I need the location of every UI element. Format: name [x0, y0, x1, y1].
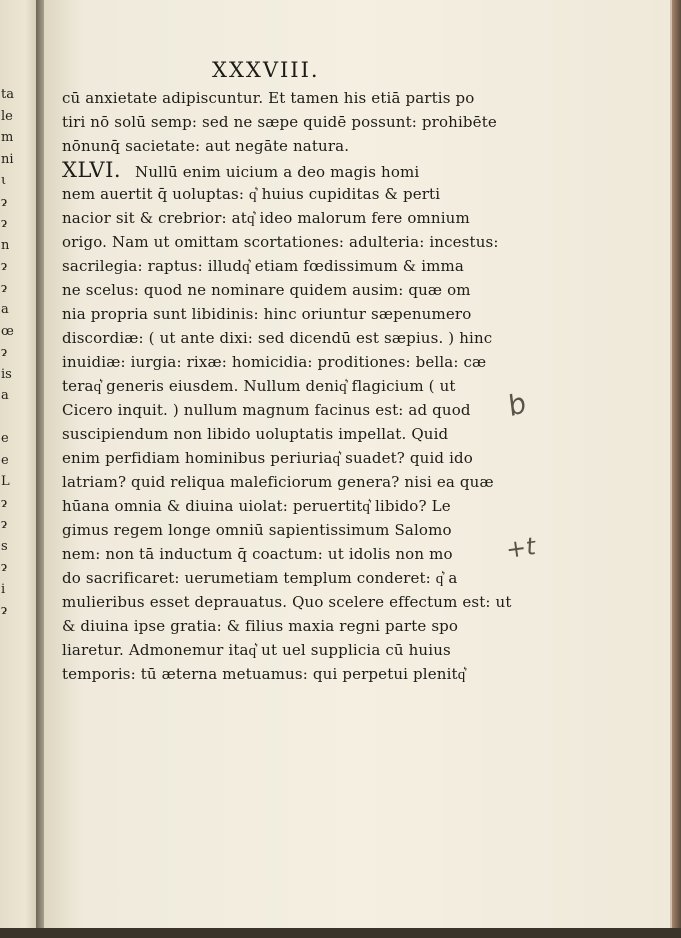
left-fragment-line: ɂ — [1, 216, 8, 231]
text-line: discordiæ: ( ut ante dixi: sed dicendū est sæpius. ) hinc — [62, 329, 493, 347]
text-block — [62, 86, 512, 686]
text-line: nia propria sunt libidinis: hinc oriuntur sæpenumero — [62, 305, 472, 323]
text-line: liaretur. Admonemur itaq͛ ut uel supplicia cū huius — [62, 641, 451, 659]
left-fragment-line: ɂ — [1, 517, 8, 532]
left-page-fragments — [1, 84, 35, 622]
text-line: mulieribus esset deprauatus. Quo scelere effectum est: ut — [62, 593, 512, 611]
left-fragment-line: is — [1, 366, 12, 382]
left-fragment-line: e — [1, 431, 9, 446]
left-fragment-line: ι — [1, 173, 7, 188]
left-fragment-line: m — [1, 130, 14, 145]
text-line: enim perfidiam hominibus periuriaq͛ suadet? quid ido — [62, 449, 473, 467]
text-line: cū anxietate adipiscuntur. Et tamen his etiā partis po — [62, 89, 475, 107]
text-line: inuidiæ: iurgia: rixæ: homicidia: proditiones: bella: cæ — [62, 353, 487, 371]
left-fragment-line: ɂ — [1, 259, 8, 274]
text-line: nem auertit q̄ uoluptas: q͛ huius cupiditas & perti — [62, 185, 441, 203]
left-fragment-line: le — [1, 108, 13, 124]
chapter-number: XLVI. — [62, 158, 122, 182]
text-line: teraq͛ generis eiusdem. Nullum deniq͛ flagicium ( ut — [62, 377, 456, 395]
left-fragment-line: s — [1, 538, 8, 554]
left-fragment-line: ɂ — [1, 560, 8, 575]
left-fragment-line: i — [1, 581, 6, 597]
left-fragment-line: ni — [1, 151, 14, 167]
text-line: nōnunq̄ sacietate: aut negāte natura. — [62, 137, 350, 155]
left-fragment-line: ta — [1, 87, 14, 102]
left-fragment-line: ɂ — [1, 194, 8, 210]
text-line: nacior sit & crebrior: atq͛ ideo malorum fere omnium — [62, 209, 470, 227]
page-bottom-edge — [0, 928, 681, 938]
left-fragment-line: a — [1, 388, 9, 403]
text-line: gimus regem longe omniū sapientissimum Salomo — [62, 521, 452, 539]
chapter-first-words: Nullū enim uicium a deo magis homi — [135, 163, 420, 181]
text-line: & diuina ipse gratia: & filius maxia regni parte spo — [62, 617, 459, 635]
text-line: suscipiendum non libido uoluptatis impellat. Quid — [62, 425, 449, 443]
left-fragment-line: ɂ — [1, 280, 8, 296]
page-edge — [672, 0, 681, 928]
left-fragment-line: L — [1, 474, 10, 489]
left-fragment-line: ɂ — [1, 495, 8, 511]
chapter-start-line — [62, 158, 482, 182]
text-line: temporis: tū æterna metuamus: qui perpetui plenitq͛ — [62, 665, 466, 683]
left-fragment-line: n — [1, 237, 10, 253]
text-line: do sacrificaret: uerumetiam templum conderet: q͛ a — [62, 569, 458, 587]
left-fragment-line — [1, 407, 35, 429]
text-line: hūana omnia & diuina uiolat: peruertitq͛ libido? Le — [62, 497, 451, 515]
text-line: Cicero inquit. ) nullum magnum facinus est: ad quod — [62, 401, 471, 419]
text-line: nem: non tā inductum q̄ coactum: ut idolis non mo — [62, 545, 453, 563]
margin-annotation: b — [503, 386, 531, 423]
text-line: ne scelus: quod ne nominare quidem ausim: quæ om — [62, 281, 471, 299]
text-line: origo. Nam ut omittam scortationes: adulteria: incestus: — [62, 233, 499, 251]
text-line: latriam? quid reliqua maleficiorum genera? nisi ea quæ — [62, 473, 494, 491]
page-header: XXXVIII. — [212, 58, 320, 82]
left-fragment-line: a — [1, 302, 9, 317]
left-fragment-line: œ — [1, 323, 14, 339]
margin-annotation: +t — [504, 532, 538, 564]
left-fragment-line: ɂ — [1, 603, 8, 618]
left-fragment-line: e — [1, 452, 9, 468]
text-line: sacrilegia: raptus: illudq͛ etiam fœdissimum & imma — [62, 257, 464, 275]
left-fragment-line: ɂ — [1, 345, 8, 360]
left-page — [0, 0, 36, 938]
text-line: tiri nō solū semp: sed ne sæpe quidē possunt: prohibēte — [62, 113, 497, 131]
